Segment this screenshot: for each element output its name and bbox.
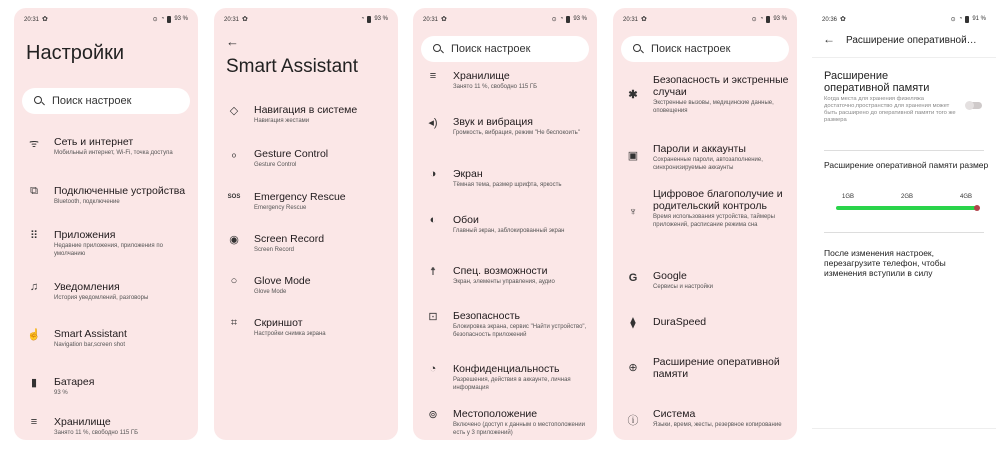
settings-item-privacy[interactable] (413, 363, 597, 392)
status-battery: 93 % (174, 16, 188, 22)
sa-item-glove[interactable] (214, 275, 398, 297)
settings-item-storage[interactable] (14, 416, 198, 438)
item-subtitle: Навигация жестами (254, 118, 310, 124)
item-subtitle: Тёмная тема, размер шрифта, яркость (453, 182, 562, 188)
status-time: 20:31 (623, 17, 639, 23)
item-title: Расширение оперативной памяти (653, 356, 780, 380)
item-subtitle: 93 % (54, 390, 68, 396)
size-option-1gb[interactable]: 1GB (842, 194, 855, 200)
bottom-divider (812, 428, 996, 429)
google-icon: G (628, 272, 638, 284)
lock-icon: ⊡ (428, 311, 438, 323)
item-title: Система (653, 408, 696, 420)
status-bar (423, 14, 587, 24)
sos-icon: SOS (227, 194, 241, 200)
wifi-status-icon: ◔ (559, 16, 564, 22)
record-icon: ◉ (229, 234, 239, 246)
settings-screen (14, 8, 198, 440)
settings-item-display[interactable] (413, 168, 597, 190)
memory-extension-screen (812, 8, 996, 440)
search-bar[interactable] (22, 88, 190, 114)
palette-icon: ◐ (429, 214, 437, 226)
item-subtitle: Недавние приложения, приложения по умолчанию (54, 243, 163, 257)
settings-item-apps[interactable] (14, 229, 198, 258)
item-subtitle: Разрешения, действия в аккаунте, личная информация (453, 377, 571, 391)
item-title: Батарея (54, 376, 95, 388)
password-icon: ▣ (627, 150, 639, 162)
item-title: Экран (453, 168, 483, 180)
item-title: Сеть и интернет (54, 136, 134, 148)
apps-icon: ⠿ (29, 230, 39, 242)
item-subtitle: Занято 11 %, свободно 115 ГБ (54, 430, 139, 436)
wifi-status-icon: ◔ (958, 16, 963, 22)
settings-item-notifications[interactable] (14, 281, 198, 303)
wifi-status-icon: ◔ (759, 16, 764, 22)
wellbeing-icon: ♆ (628, 206, 638, 218)
display-icon: ◑ (429, 168, 437, 180)
item-title: Спец. возможности (453, 265, 548, 277)
battery-status-icon (965, 16, 969, 23)
item-title: Конфиденциальность (453, 363, 560, 375)
sound-icon: ◂) (428, 117, 438, 129)
smart-assistant-screen (214, 8, 398, 440)
eye-icon: ⊙ (152, 16, 158, 23)
gear-icon: ✿ (441, 16, 447, 23)
settings-item-sound[interactable] (413, 116, 597, 138)
item-subtitle: Сохраненные пароли, автозаполнение, синхронизируемые аккаунты (653, 157, 763, 171)
item-subtitle: Gesture Control (254, 162, 297, 168)
memory-extension-description: Когда места для хранения физеляжа достаточно,пространство для хранения может быть расширено до оперативной памяти того же размера (824, 96, 956, 123)
item-title: Хранилище (453, 70, 510, 82)
gear-icon: ✿ (641, 16, 647, 23)
memory-size-slider-thumb[interactable] (974, 205, 980, 211)
search-icon (34, 96, 44, 106)
search-icon (433, 44, 443, 54)
item-title: Smart Assistant (54, 328, 127, 340)
item-title: Google (653, 270, 687, 282)
item-title: Цифровое благополучие и родительский контроль (653, 188, 783, 212)
status-bar (822, 14, 986, 24)
settings-item-location[interactable] (413, 408, 597, 437)
item-subtitle: Настройки снимка экрана (254, 331, 326, 337)
search-bar[interactable] (621, 36, 789, 62)
settings-item-storage[interactable] (413, 70, 597, 92)
back-arrow-icon[interactable]: ← (226, 34, 239, 49)
item-title: Местоположение (453, 408, 538, 420)
settings-item-smart-assistant[interactable] (14, 328, 198, 350)
status-time: 20:31 (224, 17, 240, 23)
section-divider (824, 232, 984, 233)
sa-item-gesture[interactable] (214, 148, 398, 170)
storage-icon: ≡ (429, 70, 437, 82)
item-title: Хранилище (54, 416, 111, 428)
item-subtitle: Emergency Rescue (254, 205, 307, 211)
settings-item-wallpaper[interactable] (413, 214, 597, 236)
settings-item-google[interactable] (613, 270, 797, 292)
section-divider (824, 150, 984, 151)
item-title: Скриншот (254, 317, 303, 329)
gear-icon: ✿ (840, 16, 846, 23)
settings-item-network[interactable] (14, 136, 198, 158)
status-time: 20:31 (423, 17, 439, 23)
settings-item-passwords[interactable] (613, 143, 797, 172)
item-subtitle: Включено (доступ к данным о местоположении есть у 3 приложений) (453, 422, 585, 436)
item-subtitle: Сервисы и настройки (653, 284, 713, 290)
memory-extension-toggle[interactable] (966, 102, 982, 109)
item-subtitle: Screen Record (254, 247, 295, 253)
battery-status-icon (367, 16, 371, 23)
item-title: DuraSpeed (653, 316, 707, 328)
privacy-icon: ◔ (429, 363, 437, 375)
item-subtitle: Занято 11 %, свободно 115 ГБ (453, 84, 538, 90)
item-subtitle: История уведомлений, разговоры (54, 295, 149, 301)
status-battery: 93 % (773, 16, 787, 22)
item-subtitle: Главный экран, заблокированный экран (453, 228, 565, 234)
size-option-2gb[interactable]: 2GB (901, 194, 914, 200)
memory-extension-heading: Расширение оперативной памяти (824, 70, 930, 94)
search-placeholder: Поиск настроек (52, 95, 132, 107)
sa-item-emergency[interactable] (214, 191, 398, 213)
item-title: Уведомления (54, 281, 120, 293)
settings-item-battery[interactable] (14, 376, 198, 398)
wifi-status-icon: ◔ (360, 16, 365, 22)
item-title: Безопасность (453, 310, 520, 322)
settings-item-security[interactable] (413, 310, 597, 339)
battery-status-icon (566, 16, 570, 23)
memory-size-slider-track[interactable] (836, 206, 976, 210)
search-icon (633, 44, 643, 54)
info-icon: ⓘ (627, 415, 639, 427)
status-bar (24, 14, 188, 24)
toolbar-title: Расширение оперативной… (846, 35, 977, 46)
item-subtitle: Bluetooth, подключение (54, 199, 120, 205)
gear-icon: ✿ (42, 16, 48, 23)
battery-status-icon (766, 16, 770, 23)
battery-icon: ▮ (30, 377, 38, 389)
item-title: Glove Mode (254, 275, 311, 287)
item-title: Навигация в системе (254, 104, 358, 116)
settings-item-system[interactable] (613, 408, 797, 430)
memory-size-label: Расширение оперативной памяти размер (824, 160, 989, 170)
location-icon: ⊚ (428, 409, 438, 421)
item-subtitle: Языки, время, жесты, резервное копирование (653, 422, 782, 428)
wifi-icon: ᯤ (28, 138, 40, 150)
storage-icon: ≡ (30, 416, 38, 428)
item-title: Screen Record (254, 233, 325, 245)
item-subtitle: Navigation bar,screen shot (54, 342, 126, 348)
settings-item-wellbeing[interactable] (613, 188, 797, 229)
duraspeed-icon: ⧫ (630, 317, 636, 329)
sa-item-screen-record[interactable] (214, 233, 398, 255)
status-battery: 93 % (573, 16, 587, 22)
item-title: Gesture Control (254, 148, 329, 160)
item-subtitle: Экстренные вызовы, медицинские данные, оповещения (653, 100, 774, 114)
item-title: Звук и вибрация (453, 116, 533, 128)
settings-item-memory-extension[interactable] (613, 356, 797, 380)
settings-item-duraspeed[interactable] (613, 316, 797, 329)
item-subtitle: Блокировка экрана, сервис "Найти устройство", безопасность приложений (453, 324, 587, 338)
battery-status-icon (167, 16, 171, 23)
size-option-4gb[interactable]: 4GB (960, 194, 973, 200)
status-time: 20:36 (822, 17, 838, 23)
settings-scrolled-screen (413, 8, 597, 440)
item-title: Пароли и аккаунты (653, 143, 746, 155)
status-bar (623, 14, 787, 24)
status-battery: 91 % (972, 16, 986, 22)
search-bar[interactable] (421, 36, 589, 62)
gesture-icon: ₒ (231, 148, 237, 160)
item-title: Приложения (54, 229, 116, 241)
status-time: 20:31 (24, 17, 40, 23)
item-subtitle: Время использования устройства, таймеры приложений, расписание режима сна (653, 214, 775, 228)
sa-item-screenshot[interactable] (214, 317, 398, 339)
wifi-status-icon: ◔ (160, 16, 165, 22)
emergency-icon: ✱ (628, 89, 638, 101)
gear-icon: ✿ (242, 16, 248, 23)
item-subtitle: Glove Mode (254, 289, 287, 295)
devices-icon: ⧉ (30, 185, 38, 197)
eye-icon: ⊙ (950, 16, 956, 23)
item-title: Обои (453, 214, 479, 226)
eye-icon: ⊙ (551, 16, 557, 23)
back-arrow-icon[interactable]: ← (823, 32, 835, 46)
item-title: Подключенные устройства (54, 185, 186, 197)
search-placeholder: Поиск настроек (451, 43, 531, 55)
crop-icon: ⌗ (230, 317, 238, 329)
eye-icon: ⊙ (751, 16, 757, 23)
item-subtitle: Экран, элементы управления, аудио (453, 279, 555, 285)
sa-item-navigation[interactable] (214, 104, 398, 126)
bell-icon: ♫ (29, 281, 39, 293)
status-battery: 93 % (374, 16, 388, 22)
glove-icon: ○ (230, 275, 238, 287)
settings-item-emergency[interactable] (613, 74, 797, 115)
item-title: Безопасность и экстренные случаи (653, 74, 789, 98)
page-title: Настройки (26, 42, 125, 64)
toolbar-divider (812, 57, 996, 58)
settings-bottom-screen (613, 8, 797, 440)
memory-icon: ⊕ (628, 362, 638, 374)
settings-item-accessibility[interactable] (413, 265, 597, 287)
hand-icon: ☝ (27, 329, 41, 341)
search-placeholder: Поиск настроек (651, 43, 731, 55)
accessibility-icon: ☨ (430, 266, 436, 278)
restart-note: После изменения настроек, перезагрузите телефон, чтобы изменения вступили в силу (824, 248, 946, 278)
settings-item-devices[interactable] (14, 185, 198, 207)
page-title: Smart Assistant (226, 56, 358, 77)
item-title: Emergency Rescue (254, 191, 346, 203)
item-subtitle: Мобильный интернет, Wi-Fi, точка доступа (54, 150, 173, 156)
status-bar (224, 14, 388, 24)
item-subtitle: Громкость, вибрация, режим "Не беспокоить" (453, 130, 580, 136)
navigation-icon: ◇ (229, 105, 239, 117)
